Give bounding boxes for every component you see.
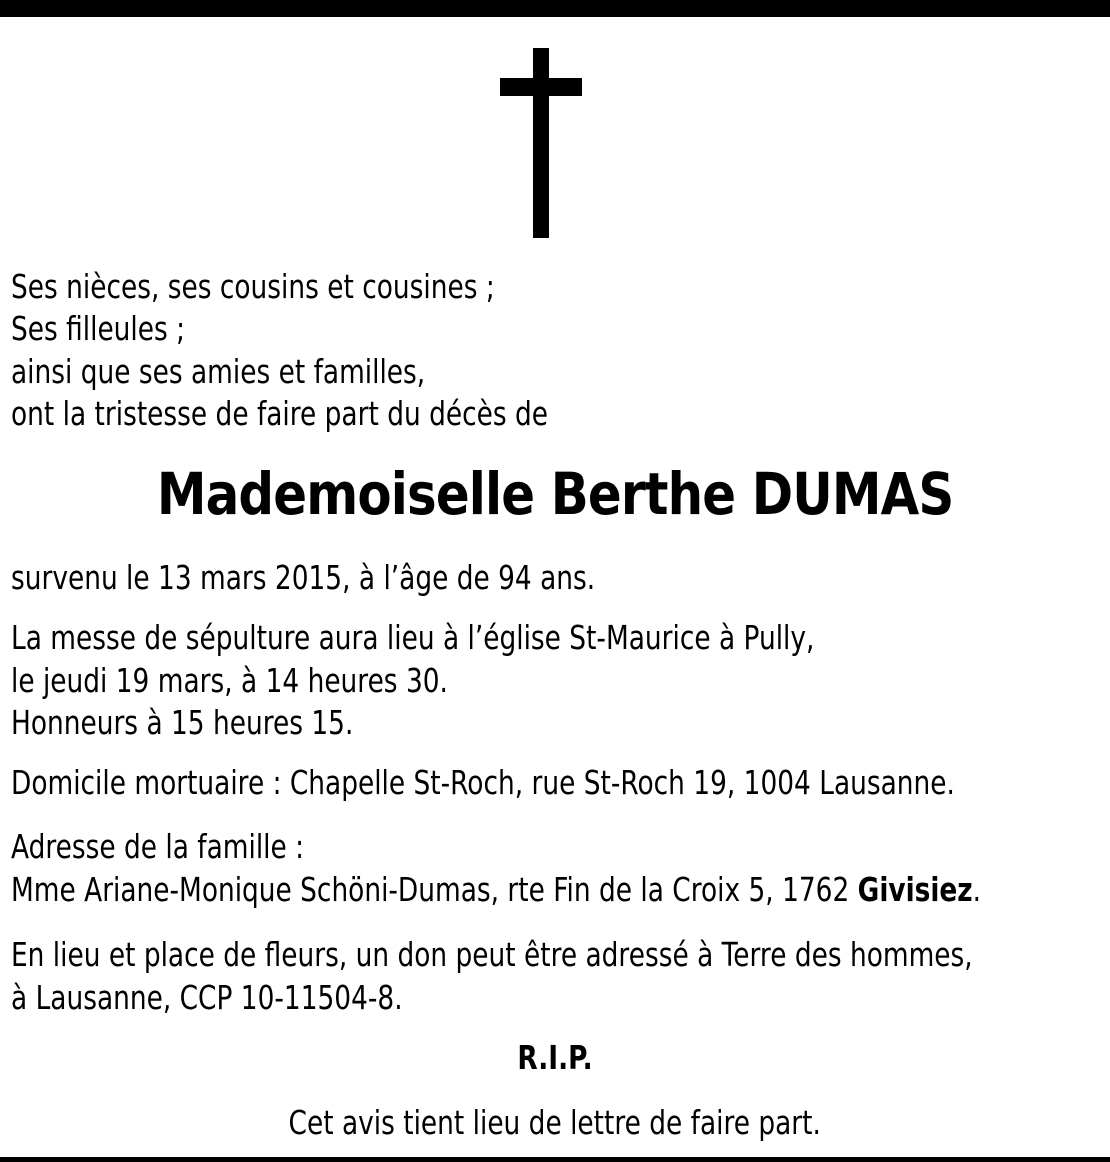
mass-line-location: La messe de sépulture aura lieu à l’église St-Maurice à Pully, [11,618,815,657]
cross-icon [500,48,582,238]
top-border-rule [0,0,1110,17]
death-date-line: survenu le 13 mars 2015, à l’âge de 94 ans. [11,558,596,597]
mass-line-date: le jeudi 19 mars, à 14 heures 30. [11,661,448,700]
cross-vertical-bar [533,48,549,238]
family-address-text: Mme Ariane-Monique Schöni-Dumas, rte Fin de la Croix 5, 1762 [11,870,858,909]
intro-line-announcement: ont la tristesse de faire part du décès de [11,394,548,433]
rip-text: R.I.P. [517,1038,593,1077]
family-address-period: . [972,870,982,909]
mass-line-honours: Honneurs à 15 heures 15. [11,703,354,742]
bottom-border-rule [0,1157,1110,1162]
family-address-label: Adresse de la famille : [11,827,305,866]
family-address-city: Givisiez [857,870,973,909]
deceased-name-text: Mademoiselle Berthe DUMAS [156,460,954,528]
mortuary-line: Domicile mortuaire : Chapelle St-Roch, rue St-Roch 19, 1004 Lausanne. [11,763,955,802]
deceased-name [0,458,1110,530]
family-address-line [11,870,981,910]
donation-line-1: En lieu et place de fleurs, un don peut être adressé à Terre des hommes, [11,935,973,974]
intro-line-friends: ainsi que ses amies et familles, [11,352,426,391]
closing-text: Cet avis tient lieu de lettre de faire part. [288,1103,822,1142]
rip-line [0,1038,1110,1078]
closing-line [0,1103,1110,1143]
donation-line-2: à Lausanne, CCP 10-11504-8. [11,978,403,1017]
cross-horizontal-bar [500,78,582,96]
intro-line-goddaughters: Ses filleules ; [11,309,186,348]
intro-line-nieces: Ses nièces, ses cousins et cousines ; [11,267,495,306]
